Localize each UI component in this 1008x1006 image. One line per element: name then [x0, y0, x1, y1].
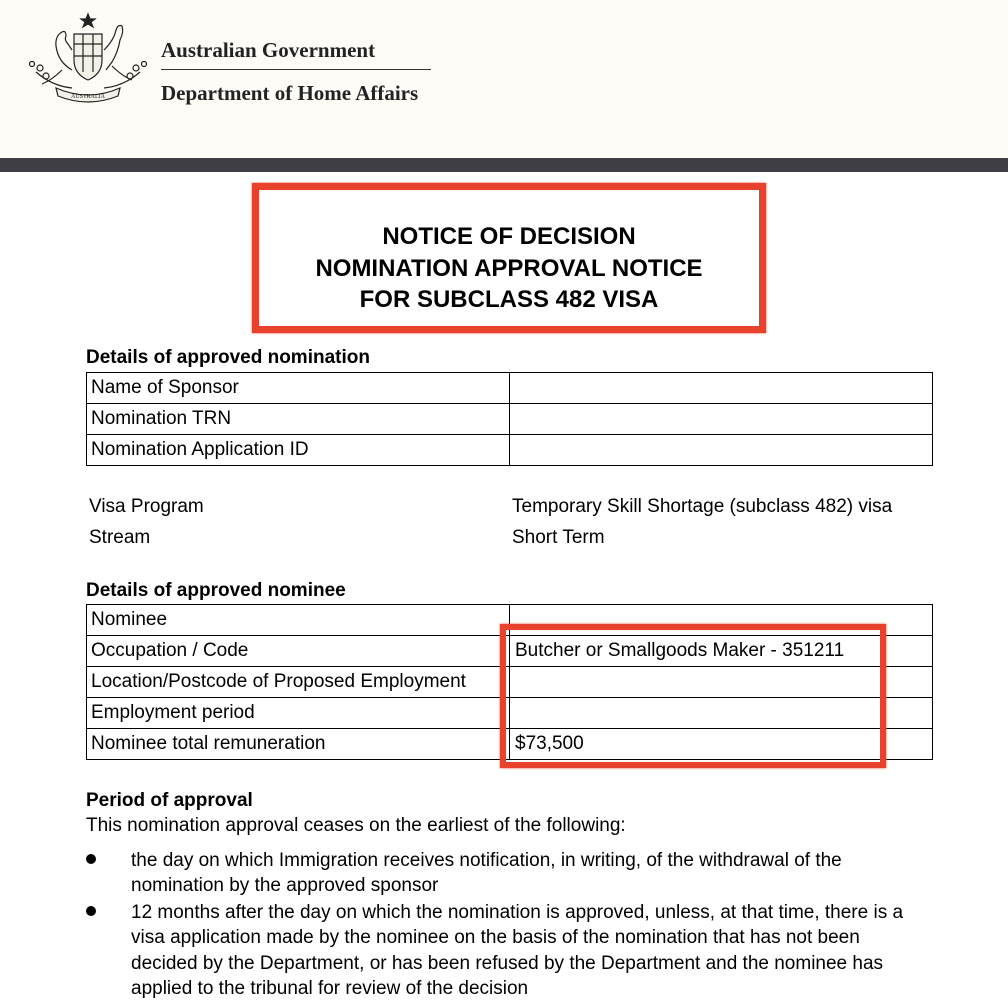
table-row [87, 435, 933, 466]
row-label: Nomination TRN [87, 404, 510, 435]
letterhead [0, 0, 1008, 158]
visa-program-label: Visa Program [89, 496, 204, 517]
government-name: Australian Government [161, 38, 376, 62]
row-value [510, 373, 933, 404]
department-name: Department of Home Affairs [161, 81, 419, 105]
table-row [87, 373, 933, 404]
header-bar [0, 158, 1008, 172]
row-value [510, 404, 933, 435]
row-label: Location/Postcode of Proposed Employment [87, 667, 510, 698]
title-line-2: NOMINATION APPROVAL NOTICE [315, 254, 703, 282]
coat-of-arms-icon [22, 10, 154, 106]
approval-heading: Period of approval [86, 790, 253, 811]
row-value [510, 435, 933, 466]
list-item: 12 months after the day on which the nomination is approved, unless, at that time, there is a visa application made by the nominee on the basis of the nomination that has not been decided by the Department, or has been refused by the Department and the nominee has applied to the tribunal for review of the decision [131, 902, 904, 999]
approval-intro: This nomination approval ceases on the earliest of the following: [86, 815, 626, 836]
bullet-icon [86, 906, 96, 916]
table-row [87, 404, 933, 435]
row-label: Nomination Application ID [87, 435, 510, 466]
svg-text:AUSTRALIA: AUSTRALIA [71, 94, 105, 100]
visa-program-value: Temporary Skill Shortage (subclass 482) visa [512, 496, 893, 517]
stream-label: Stream [89, 527, 151, 548]
row-label: Occupation / Code [87, 636, 510, 667]
row-label: Nominee total remuneration [87, 729, 510, 760]
remuneration-value: $73,500 [510, 729, 933, 760]
bullet-icon [86, 854, 96, 864]
row-label: Nominee [87, 605, 510, 636]
row-label: Name of Sponsor [87, 373, 510, 404]
list-item: the day on which Immigration receives notification, in writing, of the withdrawal of the nomination by the approved sponsor [131, 850, 842, 897]
divider [161, 69, 431, 70]
title-line-1: NOTICE OF DECISION [382, 223, 636, 250]
stream-value: Short Term [512, 527, 605, 548]
occupation-value: Butcher or Smallgoods Maker - 351211 [510, 636, 933, 667]
row-label: Employment period [87, 698, 510, 729]
notice-title [252, 221, 766, 316]
title-line-3: FOR SUBCLASS 482 VISA [359, 286, 659, 313]
nomination-heading: Details of approved nomination [86, 347, 370, 368]
nomination-table [86, 372, 933, 466]
nominee-heading: Details of approved nominee [86, 580, 346, 601]
nominee-highlight-box [500, 624, 886, 768]
